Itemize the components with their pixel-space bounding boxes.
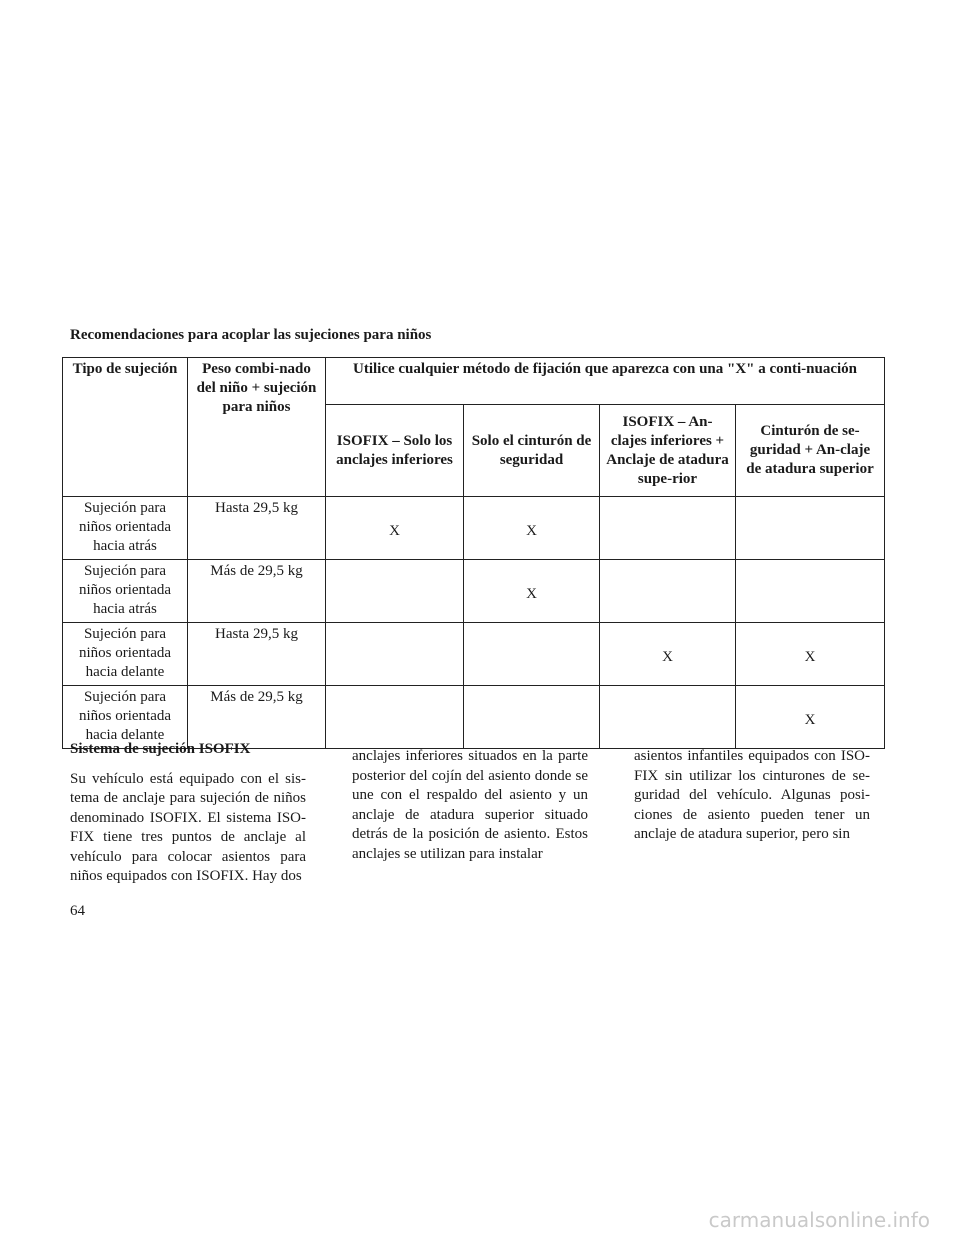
cell-mark: X: [464, 560, 600, 623]
header-isofix-lower: ISOFIX – Solo los anclajes inferiores: [326, 405, 464, 497]
header-restraint-type: Tipo de sujeción: [63, 358, 188, 497]
section-heading: Sistema de sujeción ISOFIX: [70, 741, 251, 757]
text-column-2: [352, 747, 588, 864]
cell-weight: Más de 29,5 kg: [188, 560, 326, 623]
cell-mark: [600, 497, 736, 560]
cell-mark: X: [464, 497, 600, 560]
cell-mark: [326, 686, 464, 749]
cell-weight: Hasta 29,5 kg: [188, 497, 326, 560]
table-row: [63, 497, 885, 560]
cell-mark: [326, 623, 464, 686]
cell-mark: [600, 560, 736, 623]
header-seatbelt-top-tether: Cinturón de se-guridad + An-claje de atadura superior: [736, 405, 885, 497]
restraint-recommendation-table: [62, 357, 885, 749]
table-caption: Recomendaciones para acoplar las sujeciones para niños: [70, 327, 432, 343]
cell-mark: [736, 497, 885, 560]
table-row: [63, 560, 885, 623]
page-number: 64: [70, 903, 85, 919]
header-seatbelt-only: Solo el cinturón de seguridad: [464, 405, 600, 497]
text-column-3: [634, 747, 870, 845]
text-column-1: [70, 740, 306, 887]
header-combined-weight: Peso combi-nado del niño + sujeción para niños: [188, 358, 326, 497]
header-isofix-top-tether: ISOFIX – An-clajes inferiores + Anclaje de atadura supe-rior: [600, 405, 736, 497]
cell-mark: [600, 686, 736, 749]
cell-type: Sujeción para niños orientada hacia delante: [63, 623, 188, 686]
cell-mark: X: [326, 497, 464, 560]
cell-weight: Más de 29,5 kg: [188, 686, 326, 749]
cell-mark: [464, 686, 600, 749]
cell-type: Sujeción para niños orientada hacia delante: [63, 686, 188, 749]
paragraph: Su vehículo está equipado con el sis-tema de anclaje para sujeción de niños denominado ISOFIX. El sistema ISO-FIX tiene tres puntos de anclaje al vehículo para colocar asientos para niños equipados con ISOFIX. Hay dos: [70, 770, 306, 884]
cell-type: Sujeción para niños orientada hacia atrás: [63, 560, 188, 623]
paragraph: asientos infantiles equipados con ISO-FIX sin utilizar los cinturones de se-guridad del vehículo. Algunas posi-ciones de asiento pueden tener un anclaje de atadura superior, pero sin: [634, 748, 870, 842]
cell-weight: Hasta 29,5 kg: [188, 623, 326, 686]
cell-type: Sujeción para niños orientada hacia atrás: [63, 497, 188, 560]
table-row: [63, 623, 885, 686]
cell-mark: X: [736, 623, 885, 686]
paragraph: anclajes inferiores situados en la parte posterior del cojín del asiento donde se une con el respaldo del asiento y un anclaje de atadura superior situado detrás de la posición de asiento. Estos anclajes se utilizan para instalar: [352, 748, 588, 862]
header-methods-group: Utilice cualquier método de fijación que aparezca con una "X" a conti-nuación: [326, 358, 885, 405]
cell-mark: [464, 623, 600, 686]
watermark: carmanualsonline.info: [708, 1208, 930, 1232]
cell-mark: [326, 560, 464, 623]
cell-mark: X: [600, 623, 736, 686]
cell-mark: [736, 560, 885, 623]
cell-mark: X: [736, 686, 885, 749]
